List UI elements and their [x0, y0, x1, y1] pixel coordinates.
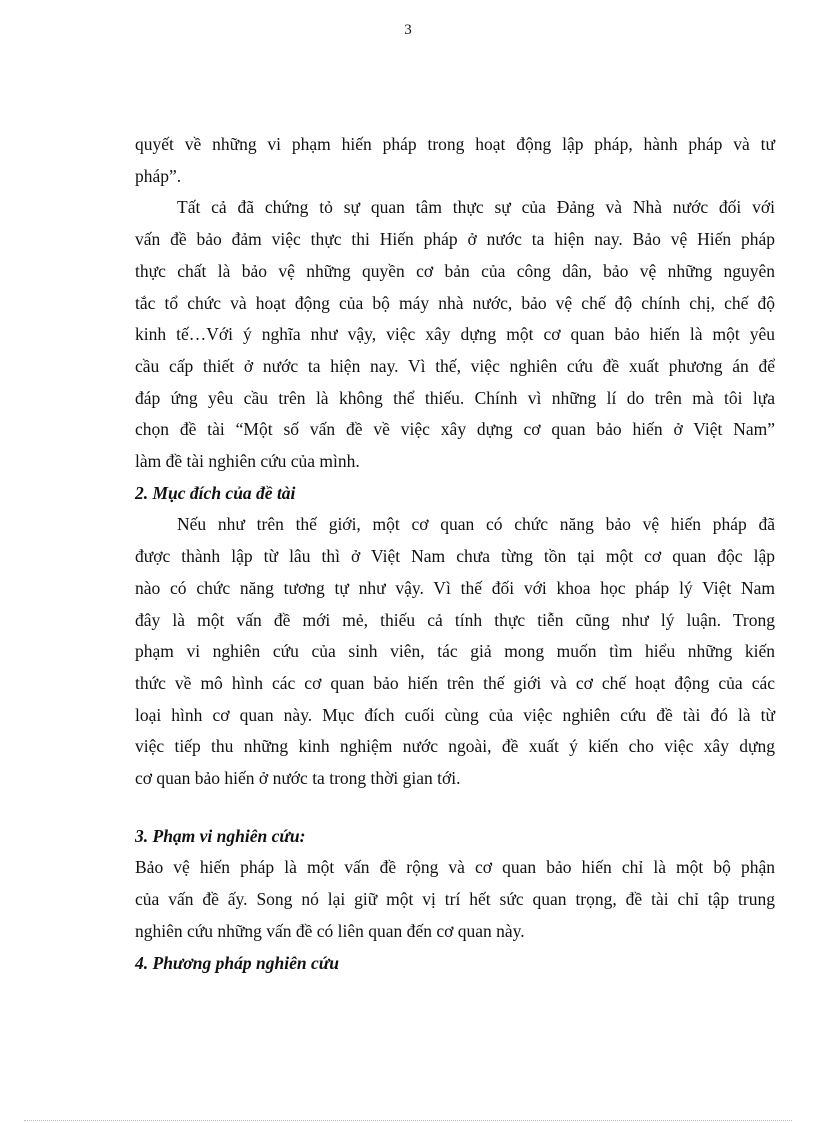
text-line: tắc tổ chức và hoạt động của bộ máy nhà nước, bảo vệ chế độ chính chị, chế độ	[135, 292, 775, 313]
document-body	[135, 129, 775, 979]
text-line: kinh tế…Với ý nghĩa như vậy, việc xây dựng một cơ quan bảo hiến là một yêu	[135, 324, 775, 345]
text-line: đây là một vấn đề mới mẻ, thiếu cả tính thực tiễn cũng như lý luận. Trong	[135, 609, 775, 630]
paragraph-3	[135, 509, 775, 794]
text-line: loại hình cơ quan này. Mục đích cuối cùng của việc nghiên cứu đề tài đó là từ	[135, 704, 775, 725]
text-line: nào có chức năng tương tự như vậy. Vì thế đối với khoa học pháp lý Việt Nam	[135, 577, 775, 598]
paragraph-4	[135, 852, 775, 947]
paragraph-2	[135, 192, 775, 477]
text-line: đáp ứng yêu cầu trên là không thể thiếu. Chính vì những lí do trên mà tôi lựa	[135, 387, 775, 408]
page-number: 3	[404, 22, 412, 38]
text-line: Nếu như trên thế giới, một cơ quan có chức năng bảo vệ hiến pháp đã	[177, 514, 775, 535]
text-line: chọn đề tài “Một số vấn đề về việc xây dựng cơ quan bảo hiến ở Việt Nam”	[135, 419, 775, 440]
section-heading-method: 4. Phương pháp nghiên cứu	[135, 952, 339, 973]
section-heading-scope: 3. Phạm vi nghiên cứu:	[135, 825, 306, 846]
text-line: thức về mô hình các cơ quan bảo hiến trên thế giới và cơ chế hoạt động của các	[135, 672, 775, 693]
text-line: pháp”.	[135, 165, 182, 186]
section-heading-purpose: 2. Mục đích của đề tài	[135, 482, 296, 503]
paragraph-1	[135, 129, 775, 192]
text-line: thực chất là bảo vệ những quyền cơ bản của công dân, bảo vệ những nguyên	[135, 260, 775, 281]
text-line: được thành lập từ lâu thì ở Việt Nam chưa từng tồn tại một cơ quan độc lập	[135, 546, 775, 567]
text-line: việc tiếp thu những kinh nghiệm nước ngoài, đề xuất ý kiến cho việc xây dựng	[135, 736, 775, 757]
text-line: làm đề tài nghiên cứu của mình.	[135, 451, 360, 472]
text-line: nghiên cứu những vấn đề có liên quan đến cơ quan này.	[135, 920, 525, 941]
text-line: vấn đề bảo đảm việc thực thi Hiến pháp ở nước ta hiện nay. Bảo vệ Hiến pháp	[135, 229, 775, 250]
blank-line	[135, 795, 775, 821]
text-line: của vấn đề ấy. Song nó lại giữ một vị trí hết sức quan trọng, đề tài chỉ tập trung	[135, 889, 775, 910]
text-line: Bảo vệ hiến pháp là một vấn đề rộng và cơ quan bảo hiến chỉ là một bộ phận	[135, 857, 775, 878]
text-line: quyết về những vi phạm hiến pháp trong hoạt động lập pháp, hành pháp và tư	[135, 134, 775, 154]
page-bottom-divider	[24, 1120, 792, 1121]
text-line: phạm vi nghiên cứu của sinh viên, tác giả mong muốn tìm hiểu những kiến	[135, 641, 775, 662]
text-line: cơ quan bảo hiến ở nước ta trong thời gian tới.	[135, 768, 461, 789]
text-line: Tất cả đã chứng tỏ sự quan tâm thực sự của Đảng và Nhà nước đối với	[177, 197, 775, 218]
text-line: cầu cấp thiết ở nước ta hiện nay. Vì thế, việc nghiên cứu đề xuất phương án để	[135, 355, 775, 376]
